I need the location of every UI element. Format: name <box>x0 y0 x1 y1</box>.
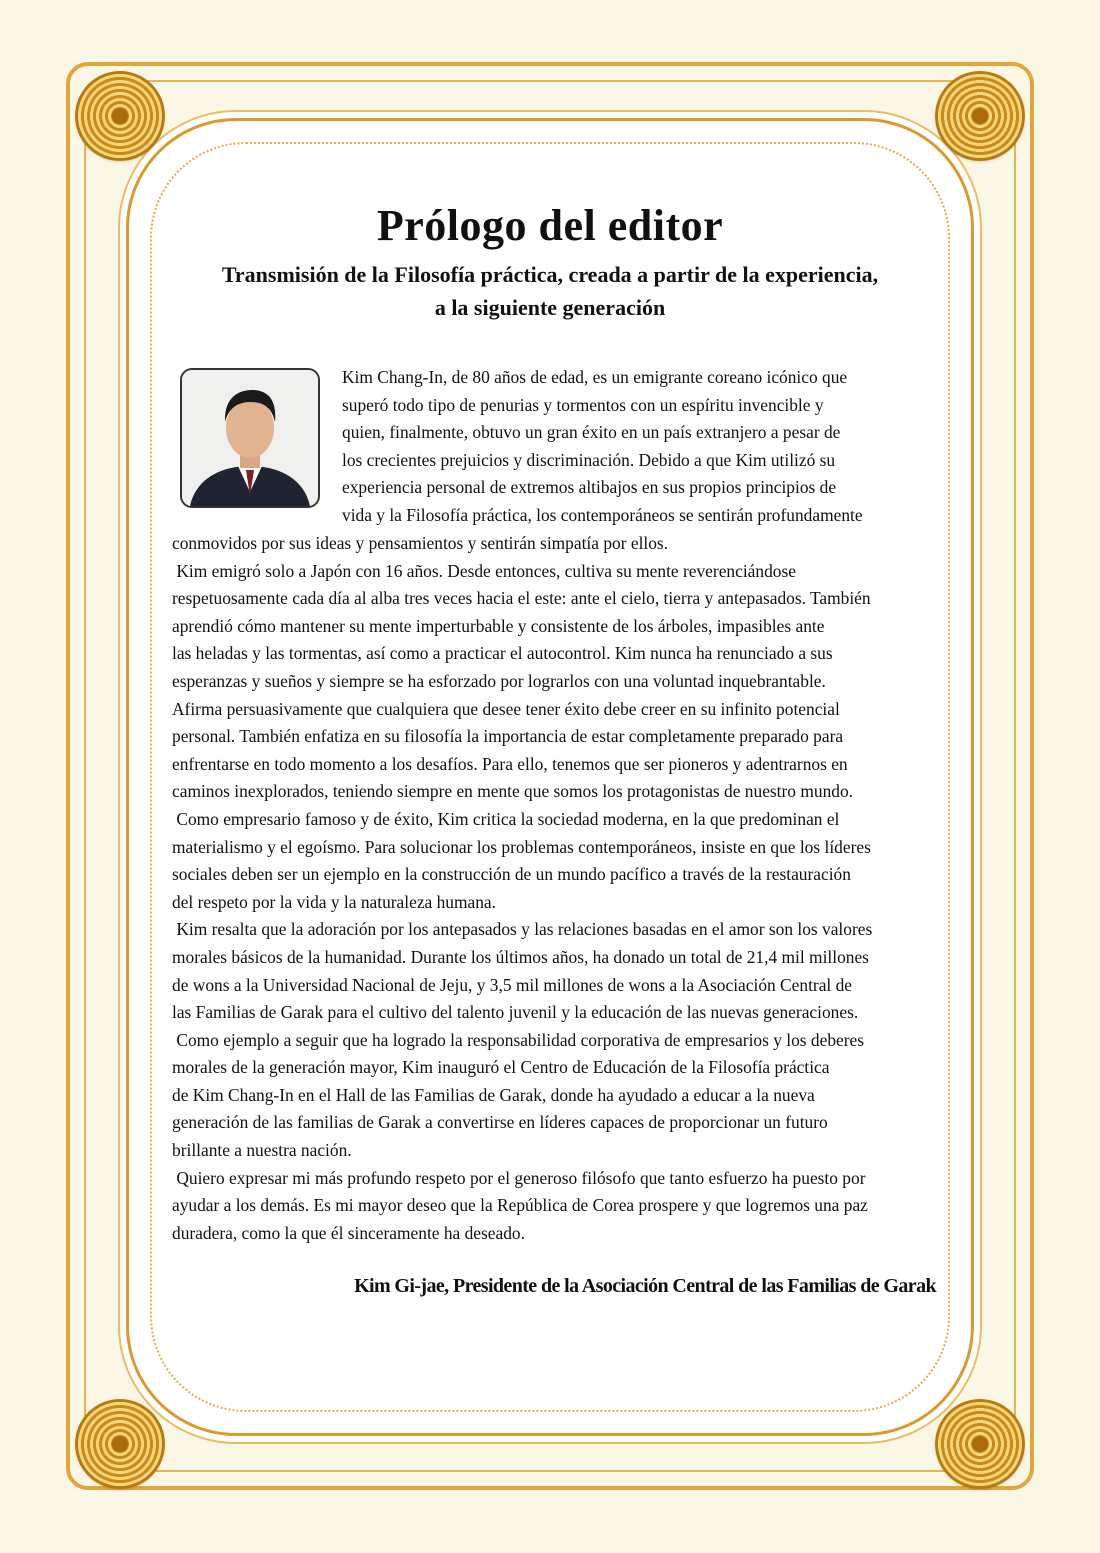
subtitle-line: a la siguiente generación <box>434 295 666 320</box>
text-line: Como ejemplo a seguir que ha logrado la responsabilidad corporativa de empresarios y los deberes <box>172 1029 865 1050</box>
text-line: quien, finalmente, obtuvo un gran éxito en un país extranjero a pesar de <box>342 422 841 443</box>
text-line: ayudar a los demás. Es mi mayor deseo que la República de Corea prospere y que logremos una paz <box>172 1195 868 1216</box>
text-line: Kim resalta que la adoración por los antepasados y las relaciones basadas en el amor son los valores <box>172 919 873 940</box>
text-line: vida y la Filosofía práctica, los contemporáneos se sentirán profundamente <box>342 504 863 525</box>
text-line: Quiero expresar mi más profundo respeto por el generoso filósofo que tanto esfuerzo ha puesto por <box>172 1167 866 1188</box>
text-line: materialismo y el egoísmo. Para solucionar los problemas contemporáneos, insiste en que los líderes <box>172 836 871 857</box>
subtitle-line: Transmisión de la Filosofía práctica, creada a partir de la experiencia, <box>221 262 879 287</box>
text-line: personal. También enfatiza en su filosofía la importancia de estar completamente preparado para <box>172 726 844 747</box>
page-subtitle <box>150 258 950 324</box>
text-line: aprendió cómo mantener su mente imperturbable y consistente de los árboles, impasibles ante <box>172 615 825 636</box>
text-line: esperanzas y sueños y siempre se ha esforzado por lograrlos con una voluntad inquebrantable. <box>172 670 826 691</box>
text-line: generación de las familias de Garak a convertirse en líderes capaces de proporcionar un futuro <box>172 1112 828 1133</box>
portrait-photo <box>180 368 320 508</box>
text-line: Kim emigró solo a Japón con 16 años. Desde entonces, cultiva su mente reverenciándose <box>172 560 796 581</box>
text-line: respetuosamente cada día al alba tres veces hacia el este: ante el cielo, tierra y antepasados. También <box>172 588 871 609</box>
text-line: enfrentarse en todo momento a los desafíos. Para ello, tenemos que ser pioneros y adentrarnos en <box>172 753 848 774</box>
body-text-beside-photo <box>342 364 863 530</box>
portrait-icon <box>182 370 318 506</box>
text-line: sociales deben ser un ejemplo en la construcción de un mundo pacífico a través de la restauración <box>172 864 851 885</box>
text-line: de wons a la Universidad Nacional de Jeju, y 3,5 mil millones de wons a la Asociación Central de <box>172 974 853 995</box>
text-line: las heladas y las tormentas, así como a practicar el autocontrol. Kim nunca ha renunciado a sus <box>172 643 833 664</box>
text-line: duradera, como la que él sinceramente ha deseado. <box>172 1222 525 1243</box>
signature: Kim Gi-jae, Presidente de la Asociación Central de las Familias de Garak <box>354 1275 936 1297</box>
text-line: caminos inexplorados, teniendo siempre en mente que somos los protagonistas de nuestro mundo. <box>172 781 854 802</box>
text-line: de Kim Chang-In en el Hall de las Familias de Garak, donde ha ayudado a educar a la nueva <box>172 1084 815 1105</box>
gold-medallion-icon <box>938 74 1022 158</box>
page-title: Prólogo del editor <box>376 201 724 250</box>
text-line: superó todo tipo de penurias y tormentos con un espíritu invencible y <box>342 394 824 415</box>
gold-medallion-icon <box>78 74 162 158</box>
text-line: las Familias de Garak para el cultivo del talento juvenil y la educación de las nuevas generaciones. <box>172 1002 859 1023</box>
gold-medallion-icon <box>938 1402 1022 1486</box>
text-line: experiencia personal de extremos altibajos en sus propios principios de <box>342 477 837 498</box>
gold-medallion-icon <box>78 1402 162 1486</box>
text-line: Como empresario famoso y de éxito, Kim critica la sociedad moderna, en la que predominan el <box>172 808 840 829</box>
text-line: Kim Chang-In, de 80 años de edad, es un emigrante coreano icónico que <box>342 367 848 387</box>
text-line: morales básicos de la humanidad. Durante los últimos años, ha donado un total de 21,4 mil millones <box>172 946 869 967</box>
text-line: los crecientes prejuicios y discriminación. Debido a que Kim utilizó su <box>342 449 836 470</box>
text-line: del respeto por la vida y la naturaleza humana. <box>172 891 497 912</box>
body-text <box>172 530 872 1247</box>
text-line: brillante a nuestra nación. <box>172 1140 352 1161</box>
text-line: conmovidos por sus ideas y pensamientos y sentirán simpatía por ellos. <box>172 533 669 553</box>
text-line: Afirma persuasivamente que cualquiera que desee tener éxito debe creer en su infinito potencial <box>172 698 840 719</box>
text-line: morales de la generación mayor, Kim inauguró el Centro de Educación de la Filosofía práctica <box>172 1057 830 1078</box>
